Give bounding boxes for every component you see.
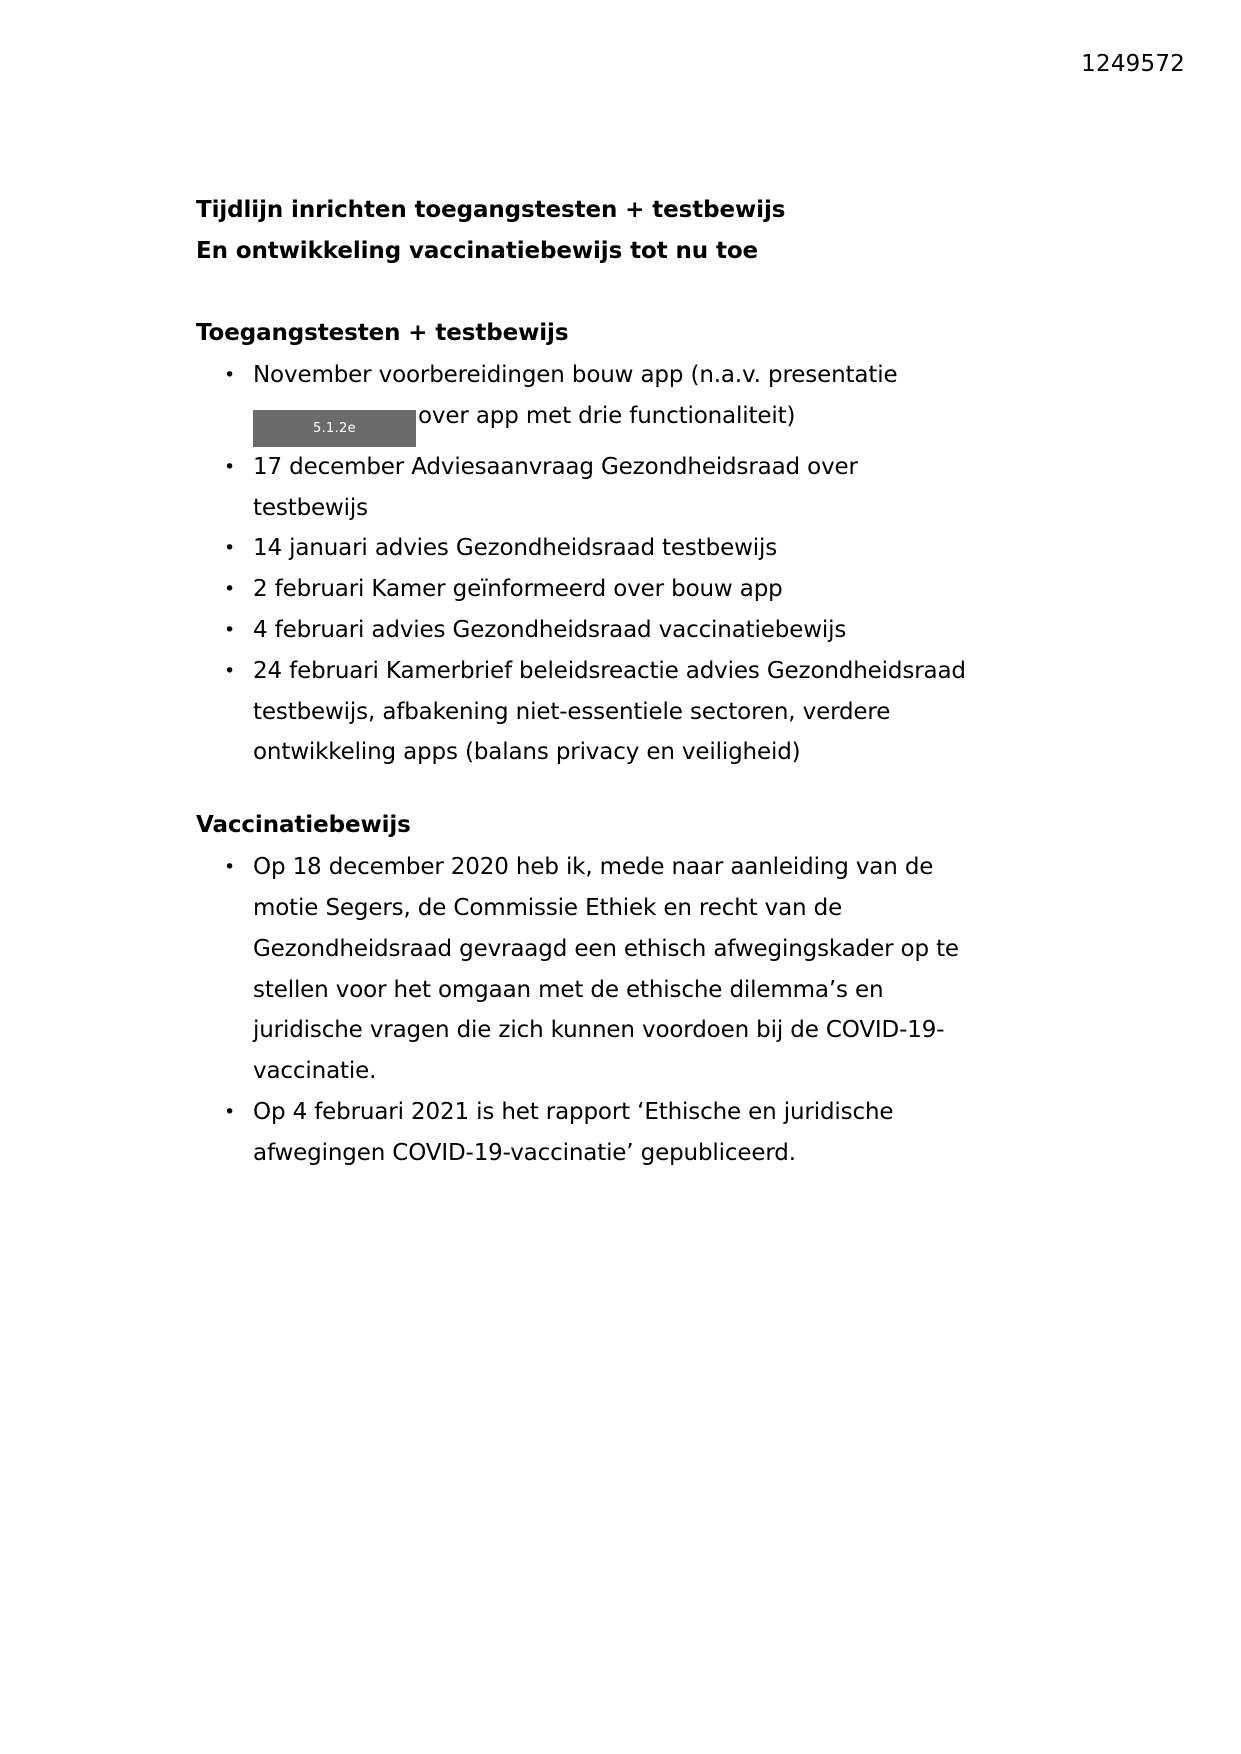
section-heading-toegangstesten: Toegangstesten + testbewijs [196, 320, 569, 346]
bullet-list-toegangstesten [196, 355, 976, 773]
list-item [196, 447, 976, 529]
document-body [196, 190, 976, 1174]
bullet-text-after-redaction: over app met drie functionaliteit) [418, 402, 796, 429]
bullet-text: 4 februari advies Gezondheidsraad vaccinatiebewijs [253, 616, 847, 643]
bullet-text: 17 december Adviesaanvraag Gezondheidsraad over testbewijs [253, 453, 858, 521]
bullet-text: 2 februari Kamer geïnformeerd over bouw app [253, 576, 783, 603]
list-item [196, 569, 976, 610]
section-spacer [196, 773, 976, 805]
title-spacer [196, 272, 976, 313]
bullet-text: Op 18 december 2020 heb ik, mede naar aanleiding van de motie Segers, de Commissie Ethiek en recht van de Gezondheidsraad gevraagd een ethisch afwegingskader op te stellen voor het omgaan met de ethische dilemma’s en juridische vragen die zich kunnen voordoen bij de COVID-19-vaccinatie. [253, 854, 959, 1085]
list-item [196, 610, 976, 651]
page-number: 1249572 [1081, 51, 1185, 77]
document-title-line-1: Tijdlijn inrichten toegangstesten + testbewijs [196, 197, 786, 223]
bullet-list-vaccinatiebewijs [196, 847, 976, 1173]
redaction-box: 5.1.2e [253, 410, 416, 447]
list-item [196, 528, 976, 569]
bullet-text-before-redaction: November voorbereidingen bouw app (n.a.v. presentatie [253, 362, 898, 388]
bullet-text: Op 4 februari 2021 is het rapport ‘Ethische en juridische afwegingen COVID-19-vaccinatie’ gepubliceerd. [253, 1098, 894, 1166]
list-item [196, 355, 976, 447]
section-heading-vaccinatiebewijs: Vaccinatiebewijs [196, 812, 411, 839]
list-item [196, 1092, 976, 1174]
bullet-text: 14 januari advies Gezondheidsraad testbewijs [253, 535, 778, 562]
list-item [196, 847, 976, 1092]
list-item [196, 651, 976, 773]
document-title-line-2: En ontwikkeling vaccinatiebewijs tot nu toe [196, 238, 759, 264]
bullet-text: 24 februari Kamerbrief beleidsreactie advies Gezondheidsraad testbewijs, afbakening niet-essentiele sectoren, verdere ontwikkeling apps (balans privacy en veiligheid) [253, 657, 966, 766]
